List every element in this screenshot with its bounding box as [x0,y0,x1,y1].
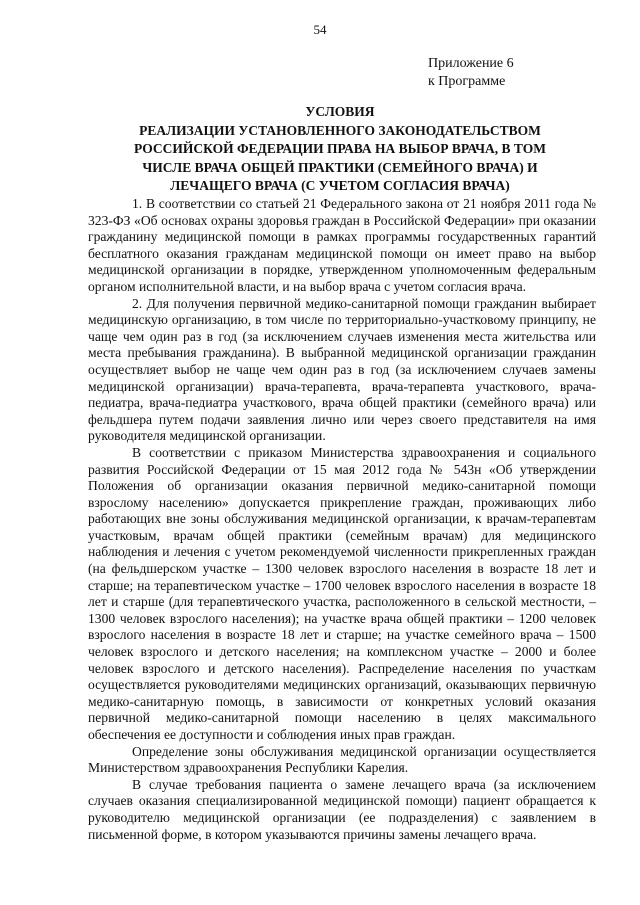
title-line-4: ЧИСЛЕ ВРАЧА ОБЩЕЙ ПРАКТИКИ (СЕМЕЙНОГО ВРАЧА) И [142,159,538,175]
paragraph-1: 1. В соответствии со статьей 21 Федерального закона от 21 ноября 2011 года № 323-ФЗ «Об основах охраны здоровья граждан в Российской Федерации» при оказании гражданину медицинской помощи в рамках программы государственных гарантий бесплатного оказания гражданам медицинской помощи он имеет право на выбор медицинской организации в порядке, утвержденном уполномоченным федеральным органом исполнительной власти, и на выбор врача с учетом согласия врача. [88,196,596,294]
appendix-note [428,55,514,91]
appendix-line-2: к Программе [428,74,506,89]
paragraph-3: В соответствии с приказом Министерства здравоохранения и социального развития Российской Федерации от 15 мая 2012 года № 543н «Об утверждении Положения об организации оказания первичной медико-санитарной помощи взрослому населению» допускается прикрепление граждан, проживающих либо работающих вне зоны обслуживания медицинской организации, к врачам-терапевтам участковым, врачам общей практики (семейным врачам) для медицинского наблюдения и лечения с учетом рекомендуемой численности прикрепленных граждан (на фельдшерском участке – 1300 человек взрослого населения в возрасте 18 лет и старше; на терапевтическом участке – 1700 человек взрослого населения в возрасте 18 лет и старше (для терапевтического участка, расположенного в сельской местности, – 1300 человек взрослого населения); на участке врача общей практики – 1200 человек взрослого населения в возрасте 18 лет и старше; на участке семейного врача – 1500 человек взрослого и детского населения; на комплексном участке – 2000 и более человек взрослого и детского населения). Распределение населения по участкам осуществляется руководителями медицинских организаций, оказывающих первичную медико-санитарную помощь, в зависимости от конкретных условий оказания первичной медико-санитарной помощи населению в целях максимального обеспечения ее доступности и соблюдения иных прав граждан. [88,444,596,742]
title-line-3: РОССИЙСКОЙ ФЕДЕРАЦИИ ПРАВА НА ВЫБОР ВРАЧА, В ТОМ [134,141,546,156]
title-line-1: УСЛОВИЯ [305,104,375,119]
title-line-2: РЕАЛИЗАЦИИ УСТАНОВЛЕННОГО ЗАКОНОДАТЕЛЬСТВОМ [139,122,541,138]
document-body [88,196,596,843]
paragraph-5: В случае требования пациента о замене лечащего врача (за исключением случаев оказания специализированной медицинской помощи) пациент обращается к руководителю медицинской организации (ее подразделения) с заявлением в письменной форме, в котором указываются причины замены лечащего врача. [88,776,596,842]
paragraph-4: Определение зоны обслуживания медицинской организации осуществляется Министерством здравоохранения Республики Карелия. [88,743,596,776]
page-number: 54 [313,22,327,37]
paragraph-2: 2. Для получения первичной медико-санитарной помощи гражданин выбирает медицинскую организацию, в том числе по территориально-участковому принципу, не чаще чем один раз в год (за исключением случаев изменения места жительства или места пребывания гражданина). В выбранной медицинской организации гражданин осуществляет выбор не чаще чем один раз в год (за исключением случаев замены медицинской организации) врача-терапевта, врача-терапевта участкового, врача-педиатра, врача-педиатра участкового, врача общей практики (семейного врача) или фельдшера путем подачи заявления лично или через своего представителя на имя руководителя медицинской организации. [88,295,596,444]
title-line-5: ЛЕЧАЩЕГО ВРАЧА (С УЧЕТОМ СОГЛАСИЯ ВРАЧА) [170,178,510,193]
document-title [112,103,568,196]
appendix-line-1: Приложение 6 [428,56,514,71]
